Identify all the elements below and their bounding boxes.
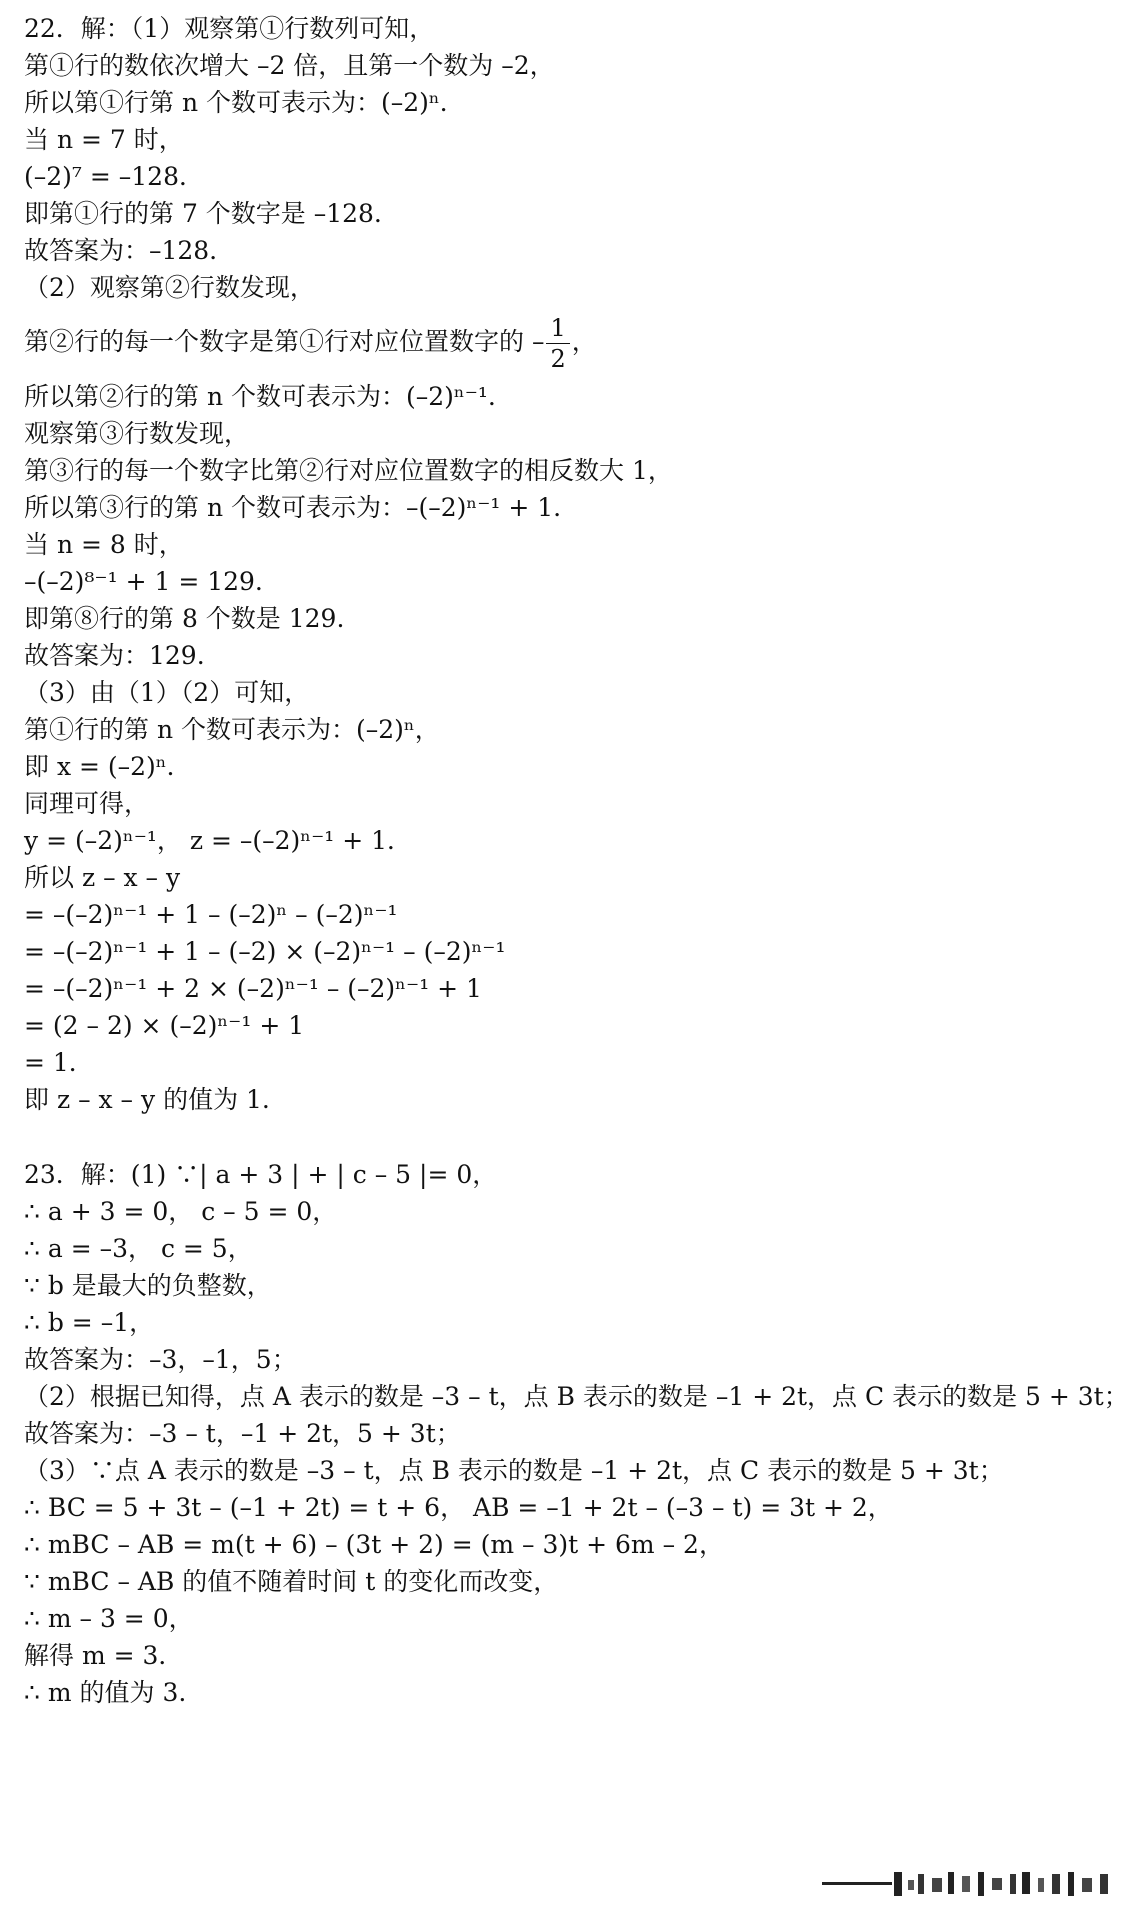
q23-line-15: ∴ m 的值为 3. [24, 1678, 187, 1707]
q23-solution [24, 1156, 1129, 1711]
q22-line-26: = (2 – 2) × (–2)ⁿ⁻¹ + 1 [24, 1011, 305, 1040]
q23-line-3: ∴ a = –3， c = 5， [24, 1234, 253, 1263]
fraction-line-tail: ， [571, 327, 597, 356]
q22-fraction-line [24, 306, 1124, 378]
q22-solution [24, 10, 1124, 1118]
q22-line-28: 即 z – x – y 的值为 1. [24, 1085, 270, 1114]
q23-line-4: ∵ b 是最大的负整数， [24, 1271, 272, 1300]
q22-line-5: (–2)⁷ = –128． [24, 162, 204, 191]
q23-line-8: 故答案为：–3 – t，–1 + 2t，5 + 3t； [24, 1419, 461, 1448]
watermark-signature-mark [822, 1870, 1122, 1898]
q22-line-1: 22．解：（1）观察第①行数列可知， [24, 14, 435, 43]
q22-line-13: 当 n = 8 时， [24, 530, 184, 559]
q23-line-13: ∴ m – 3 = 0， [24, 1604, 194, 1633]
q22-line-24: = –(–2)ⁿ⁻¹ + 1 – (–2) × (–2)ⁿ⁻¹ – (–2)ⁿ⁻¹ [24, 937, 506, 966]
q23-line-12: ∵ mBC – AB 的值不随着时间 t 的变化而改变， [24, 1567, 559, 1596]
q23-line-7: （2）根据已知得，点 A 表示的数是 –3 – t，点 B 表示的数是 –1 + 2t，点 C 表示的数是 5 + 3t； [24, 1382, 1129, 1411]
q22-line-6: 即第①行的第 7 个数字是 –128． [24, 199, 399, 228]
q22-line-17: （3）由（1）（2）可知， [24, 678, 310, 707]
q22-line-27: = 1． [24, 1048, 94, 1077]
q22-line-14: –(–2)⁸⁻¹ + 1 = 129． [24, 567, 280, 596]
q22-line-19: 即 x = (–2)ⁿ． [24, 752, 192, 781]
q22-line-11: 第③行的每一个数字比第②行对应位置数字的相反数大 1， [24, 456, 673, 485]
q22-line-2: 第①行的数依次增大 –2 倍，且第一个数为 –2， [24, 51, 555, 80]
q23-line-14: 解得 m = 3． [24, 1641, 184, 1670]
q22-line-20: 同理可得， [24, 789, 150, 818]
q22-line-9: 所以第②行的第 n 个数可表示为：(–2)ⁿ⁻¹． [24, 382, 513, 411]
q23-line-2: ∴ a + 3 = 0， c – 5 = 0， [24, 1197, 338, 1226]
q22-line-8: （2）观察第②行数发现， [24, 273, 315, 302]
q22-line-3: 所以第①行第 n 个数可表示为：(–2)ⁿ． [24, 88, 465, 117]
q23-line-10: ∴ BC = 5 + 3t – (–1 + 2t) = t + 6， AB = –1 + 2t – (–3 – t) = 3t + 2， [24, 1493, 893, 1522]
q23-line-11: ∴ mBC – AB = m(t + 6) – (3t + 2) = (m – 3)t + 6m – 2， [24, 1530, 724, 1559]
solution-document [24, 10, 1129, 1711]
q22-line-25: = –(–2)ⁿ⁻¹ + 2 × (–2)ⁿ⁻¹ – (–2)ⁿ⁻¹ + 1 [24, 974, 482, 1003]
q23-line-5: ∴ b = –1， [24, 1308, 155, 1337]
q22-line-18: 第①行的第 n 个数可表示为：(–2)ⁿ， [24, 715, 440, 744]
q23-line-9: （3）∵点 A 表示的数是 –3 – t，点 B 表示的数是 –1 + 2t，点 C 表示的数是 5 + 3t； [24, 1456, 1004, 1485]
q22-line-4: 当 n = 7 时， [24, 125, 184, 154]
q22-line-15: 即第⑧行的第 8 个数是 129. [24, 604, 345, 633]
q22-line-23: = –(–2)ⁿ⁻¹ + 1 – (–2)ⁿ – (–2)ⁿ⁻¹ [24, 900, 398, 929]
section-gap [24, 1118, 1124, 1156]
q23-line-1: 23．解：(1) ∵| a + 3 | + | c – 5 |= 0， [24, 1160, 498, 1189]
one-half-fraction [546, 313, 569, 374]
q22-line-21: y = (–2)ⁿ⁻¹， z = –(–2)ⁿ⁻¹ + 1． [24, 826, 413, 855]
q22-line-10: 观察第③行数发现， [24, 419, 250, 448]
fraction-numerator: 1 [546, 313, 569, 344]
q22-line-7: 故答案为：–128． [24, 236, 235, 265]
fraction-denominator: 2 [550, 345, 566, 373]
q22-line-12: 所以第③行的第 n 个数可表示为：–(–2)ⁿ⁻¹ + 1． [24, 493, 579, 522]
q23-line-6: 故答案为：–3，–1，5； [24, 1345, 297, 1374]
q22-line-22: 所以 z – x – y [24, 863, 181, 892]
fraction-line-text: 第②行的每一个数字是第①行对应位置数字的 – [24, 327, 545, 356]
q22-line-16: 故答案为：129. [24, 641, 205, 670]
